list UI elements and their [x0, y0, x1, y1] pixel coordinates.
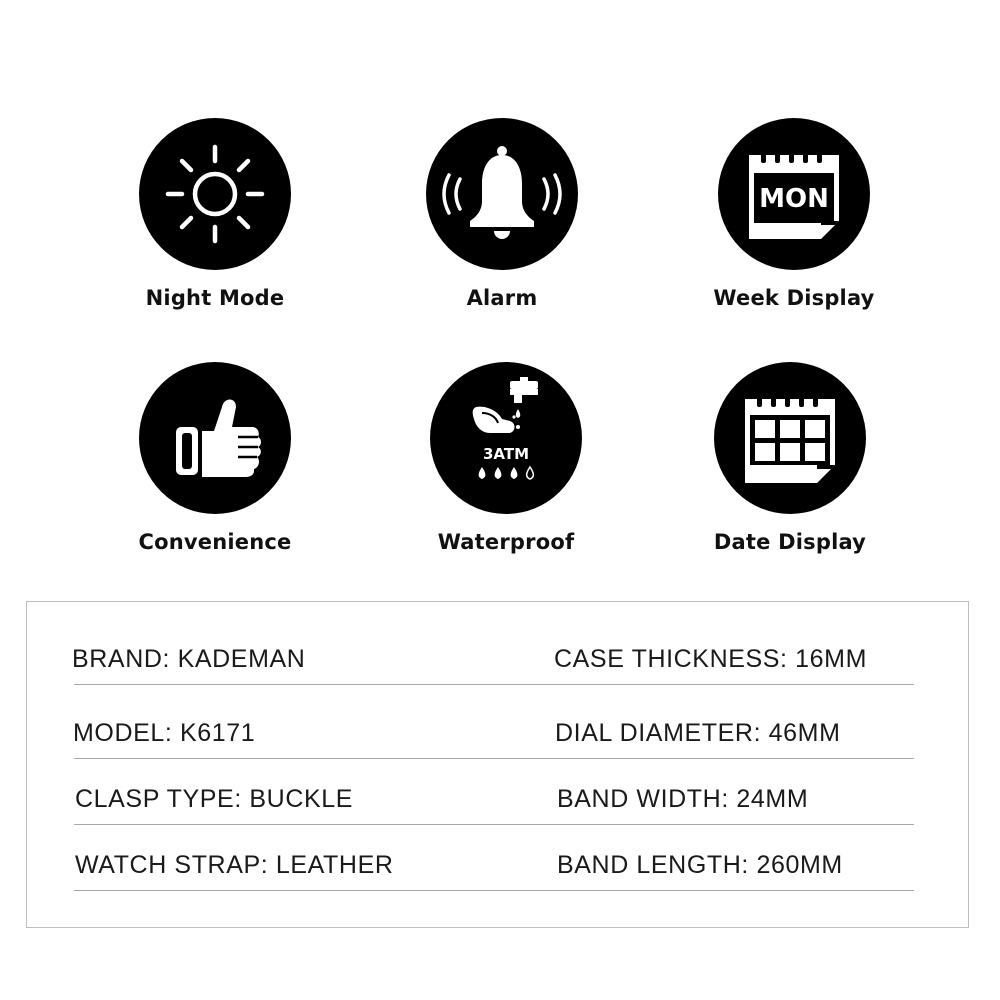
calendar-grid-icon [735, 383, 845, 493]
spec-brand: BRAND: KADEMAN [72, 645, 306, 673]
water-drop-outline-icon [527, 467, 534, 479]
feature-label: Date Display [713, 530, 867, 554]
feature-badge [718, 118, 870, 270]
spec-band-length: BAND LENGTH: 260MM [557, 851, 843, 879]
feature-badge [139, 118, 291, 270]
feature-convenience [95, 362, 335, 554]
water-drop-icon [479, 467, 486, 479]
spec-model: MODEL: K6171 [73, 719, 256, 747]
water-rating-text: 3ATM [482, 445, 530, 463]
feature-badge [426, 118, 578, 270]
water-tap-hand-icon [446, 373, 566, 503]
feature-label: Night Mode [145, 286, 285, 310]
feature-label: Convenience [138, 530, 292, 554]
feature-date-display [670, 362, 910, 554]
feature-night-mode [95, 118, 335, 310]
feature-badge [430, 362, 582, 514]
spec-clasp-type: CLASP TYPE: BUCKLE [75, 785, 354, 813]
feature-label: Alarm [466, 286, 538, 310]
specifications-table [26, 601, 969, 928]
feature-label: Waterproof [437, 530, 575, 554]
feature-badge [139, 362, 291, 514]
bell-icon [432, 139, 572, 249]
calendar-day-text: MON [759, 184, 829, 214]
feature-badge [714, 362, 866, 514]
feature-week-display [674, 118, 914, 310]
table-row [74, 630, 914, 685]
spec-watch-strap: WATCH STRAP: LEATHER [75, 851, 394, 879]
calendar-mon-icon [739, 139, 849, 249]
thumbs-up-icon [160, 383, 270, 493]
sun-icon [160, 139, 270, 249]
table-row [74, 758, 914, 825]
table-row [74, 684, 914, 759]
feature-label: Week Display [713, 286, 875, 310]
water-drop-icon [495, 467, 502, 479]
table-row [74, 824, 914, 891]
spec-band-width: BAND WIDTH: 24MM [557, 785, 809, 813]
spec-case-thickness: CASE THICKNESS: 16MM [554, 645, 868, 673]
feature-waterproof [386, 362, 626, 554]
spec-dial-diameter: DIAL DIAMETER: 46MM [555, 719, 841, 747]
feature-alarm [382, 118, 622, 310]
water-drop-icon [511, 467, 518, 479]
